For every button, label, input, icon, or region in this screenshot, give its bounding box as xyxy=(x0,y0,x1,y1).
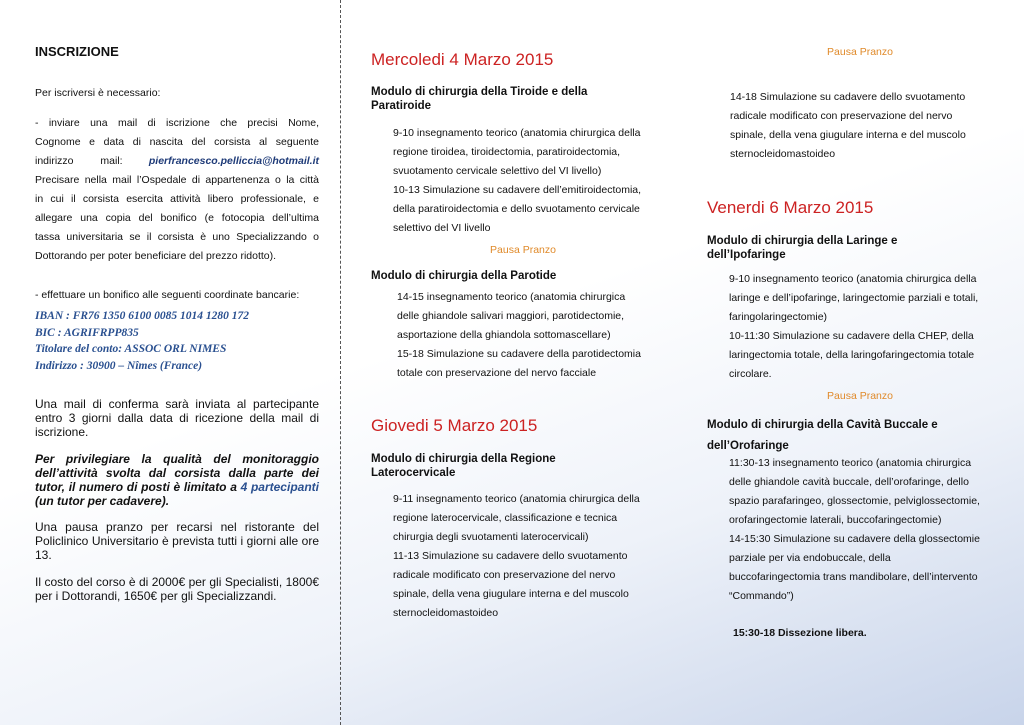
list-item: 10-13 Simulazione su cadavere dell’emitiroidectomia, xyxy=(393,184,642,196)
module-parotide-title: Modulo di chirurgia della Parotide xyxy=(371,270,557,282)
list-item: 11:30-13 insegnamento teorico (anatomia chirurgica xyxy=(729,457,972,469)
mail-line-7: tassa universitaria se il corsista è uno Specializzando o xyxy=(35,231,319,243)
pausa-pranzo-label: Pausa Pranzo xyxy=(827,390,893,402)
day-heading-thursday: Giovedi 5 Marzo 2015 xyxy=(371,416,538,435)
module-laringe-title-line1: Modulo di chirurgia della Laringe e xyxy=(707,235,898,247)
list-item: spinale, della vena giugulare interna e del muscolo xyxy=(730,129,966,141)
bic: BIC : AGRIFRPP835 xyxy=(35,326,139,339)
mail-line-1: - inviare una mail di iscrizione che precisi Nome, xyxy=(35,117,319,129)
day-heading-friday: Venerdi 6 Marzo 2015 xyxy=(707,198,874,217)
list-item: regione tiroidea, tiroidectomia, paratiroidectomia, xyxy=(393,146,621,158)
list-item: sternocleidomastoideo xyxy=(730,148,836,160)
list-item: selettivo del VI livello xyxy=(393,222,491,234)
list-item: chirurgia degli svuotamenti laterocervicali) xyxy=(393,531,589,543)
mail-line-6: allegare una copia del bonifico (e fotocopia dell’ultima xyxy=(35,212,319,224)
bank-address: Indirizzo : 30900 – Nîmes (France) xyxy=(35,359,203,372)
list-item: 9-10 insegnamento teorico (anatomia chirurgica della xyxy=(393,127,641,139)
module-laterocervicale-title-line2: Laterocervicale xyxy=(371,467,456,479)
module-tiroide-title-line2: Paratiroide xyxy=(371,100,432,112)
module-laterocervicale-title xyxy=(371,452,556,480)
list-item: orofaringectomie laterali, buccofaringectomie) xyxy=(729,514,942,526)
list-item: spinale, della vena giugulare interna e del muscolo xyxy=(393,588,629,600)
privilegio-post: (un tutor per cadavere). xyxy=(35,494,170,508)
module-tiroide-title xyxy=(371,85,587,113)
pausa-pranzo-label: Pausa Pranzo xyxy=(490,244,556,256)
mail-line-8: Dottorando per poter beneficiare del prezzo ridotto). xyxy=(35,250,277,262)
privilegio-num: 4 partecipanti xyxy=(240,480,319,494)
mail-address-label: indirizzo mail: xyxy=(35,155,123,167)
privilegio-pre: Per privilegiare la qualità del monitoraggio dell’attività svolta dal corsista dalla parte dei tutor, il numero di posti è limitato a xyxy=(35,452,319,494)
list-item: radicale modificato con preservazione del nervo xyxy=(730,110,953,122)
list-item: 14-15:30 Simulazione su cadavere della glossectomie xyxy=(729,533,980,545)
module-laterocervicale-title-line1: Modulo di chirurgia della Regione xyxy=(371,453,556,465)
module-tiroide-title-line1: Modulo di chirurgia della Tiroide e della xyxy=(371,86,588,98)
list-item: laringe e dell’ipofaringe, laringectomie parziali e totali, xyxy=(729,292,979,304)
email-link[interactable]: pierfrancesco.pelliccia@hotmail.it xyxy=(148,155,319,167)
list-item: spazio parafaringeo, glossectomie, pelviglossectomie, xyxy=(729,495,980,507)
account-holder: Titolare del conto: ASSOC ORL NIMES xyxy=(35,343,227,355)
privilegio-text xyxy=(35,452,319,508)
list-item: 14-18 Simulazione su cadavere dello svuotamento xyxy=(730,91,966,103)
list-item: 14-15 insegnamento teorico (anatomia chirurgica xyxy=(397,291,626,303)
list-item: “Commando”) xyxy=(729,590,794,602)
mail-line-3 xyxy=(35,152,319,171)
module-laterocervicale-body xyxy=(393,490,640,623)
list-item: asportazione della ghiandola sottomascellare) xyxy=(397,329,611,341)
list-item: 9-11 insegnamento teorico (anatomia chirurgica della xyxy=(393,493,640,505)
fold-line-1 xyxy=(340,0,341,725)
list-item: svuotamento cervicale selettivo del VI livello) xyxy=(393,165,602,177)
list-item: della paratiroidectomia e dello svuotamento cervicale xyxy=(393,203,640,215)
mail-instructions xyxy=(35,114,319,266)
module-laringe-title xyxy=(707,234,897,262)
mail-line-2: Cognome e data di nascita del corsista al seguente xyxy=(35,136,319,148)
list-item: faringolaringectomie) xyxy=(729,311,828,323)
module-cavita-buccale-title-line1: Modulo di chirurgia della Cavità Buccale e xyxy=(707,419,938,431)
list-item: parziale per via endobuccale, della xyxy=(729,552,891,564)
module-cavita-buccale-body xyxy=(729,454,980,606)
list-item: buccofaringectomia trans mandibolare, dell’intervento xyxy=(729,571,978,583)
list-item: totale con preservazione del nervo facciale xyxy=(397,367,597,379)
module-cavita-buccale-title xyxy=(707,415,938,457)
iban: IBAN : FR76 1350 6100 0085 1014 1280 172 xyxy=(35,310,250,322)
mail-line-4: Precisare nella mail l’Ospedale di appartenenza o la città xyxy=(35,174,319,186)
bonifico-text: - effettuare un bonifico alle seguenti coordinate bancarie: xyxy=(35,289,300,301)
module-laringe-title-line2: dell’Ipofaringe xyxy=(707,249,786,261)
module-tiroide-body xyxy=(393,124,641,238)
list-item: regione laterocervicale, classificazione e tecnica xyxy=(393,512,618,524)
inscrizione-heading: INSCRIZIONE xyxy=(35,44,119,59)
day-heading-wednesday: Mercoledi 4 Marzo 2015 xyxy=(371,50,554,69)
list-item: 11-13 Simulazione su cadavere dello svuotamento xyxy=(393,550,628,562)
list-item: circolare. xyxy=(729,368,772,380)
bank-details xyxy=(35,308,249,374)
pausa-pranzo-label: Pausa Pranzo xyxy=(827,46,893,58)
intro-text: Per iscriversi è necessario: xyxy=(35,87,161,99)
dissezione-libera: 15:30-18 Dissezione libera. xyxy=(733,627,867,639)
pausa-info-text: Una pausa pranzo per recarsi nel ristorante del Policlinico Universitario è prevista tutti i giorni alle ore 13. xyxy=(35,520,319,562)
list-item: radicale modificato con preservazione del nervo xyxy=(393,569,616,581)
module-cavita-buccale-title-line2: dell’Orofaringe xyxy=(707,440,789,452)
list-item: 15-18 Simulazione su cadavere della parotidectomia xyxy=(397,348,641,360)
mail-line-5: in cui il corsista esercita attività libero professionale, e xyxy=(35,193,319,205)
list-item: 10-11:30 Simulazione su cadavere della CHEP, della xyxy=(729,330,974,342)
conferma-text: Una mail di conferma sarà inviata al partecipante entro 3 giorni dalla data di ricezione della mail di iscrizione. xyxy=(35,397,319,439)
list-item: laringectomia totale, della laringofaringectomia totale xyxy=(729,349,975,361)
list-item: delle ghiandole cavità buccale, dell’orofaringe, dello xyxy=(729,476,969,488)
list-item: 9-10 insegnamento teorico (anatomia chirurgica della xyxy=(729,273,977,285)
list-item: sternocleidomastoideo xyxy=(393,607,499,619)
module-parotide-body xyxy=(397,288,641,383)
module-laringe-body xyxy=(729,270,978,384)
svuotamento-continuation-body xyxy=(730,88,966,164)
costo-text: Il costo del corso è di 2000€ per gli Specialisti, 1800€ per i Dottorandi, 1650€ per gli Specializzandi. xyxy=(35,575,319,603)
list-item: delle ghiandole salivari maggiori, parotidectomie, xyxy=(397,310,625,322)
